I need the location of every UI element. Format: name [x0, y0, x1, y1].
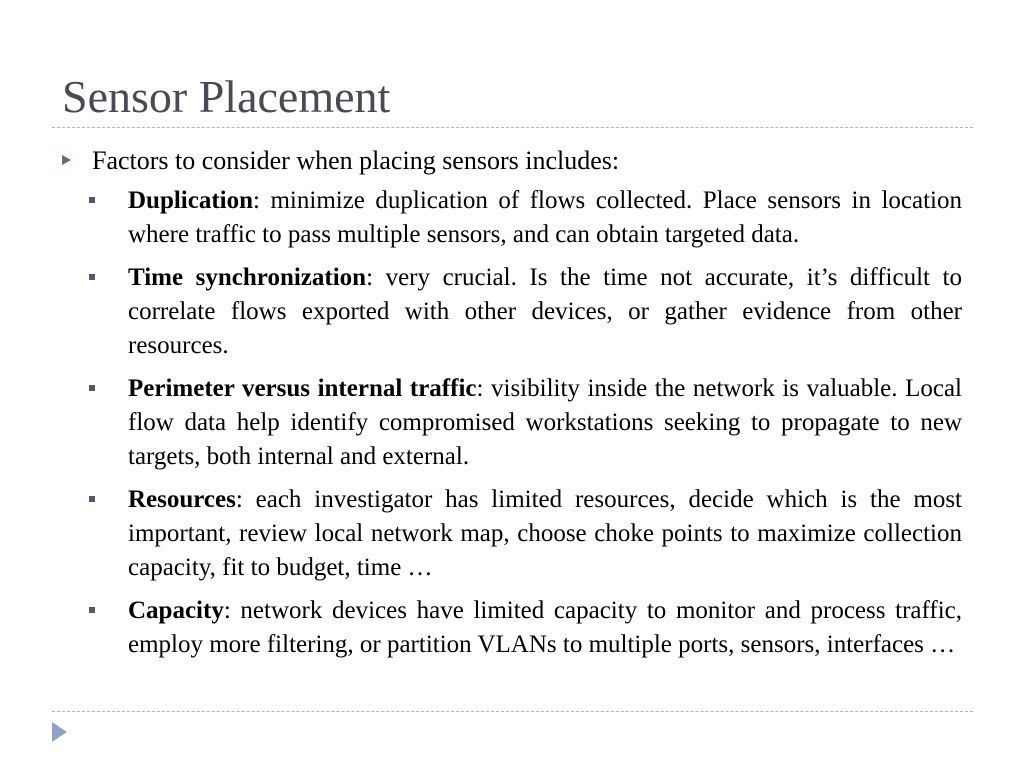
square-bullet-icon	[89, 607, 95, 613]
list-item	[62, 184, 962, 252]
factor-term: Capacity	[128, 597, 224, 624]
list-item	[62, 261, 962, 363]
slide-title: Sensor Placement	[62, 71, 391, 122]
factor-term: Time synchronization	[128, 264, 367, 291]
footer-divider	[52, 711, 973, 712]
title-divider	[52, 127, 973, 128]
triangle-bullet-icon	[62, 155, 71, 165]
list-item	[62, 594, 962, 662]
square-bullet-icon	[89, 197, 95, 203]
factor-description: : each investigator has limited resources, decide which is the most important, review local network map, choose choke points to maximize collection capacity, fit to budget, time …	[128, 486, 962, 581]
factor-term: Perimeter versus internal traffic	[128, 375, 477, 402]
factor-description: : visibility inside the network is valuable. Local flow data help identify compromised workstations seeking to propagate to new targets, both internal and external.	[128, 375, 962, 470]
next-slide-arrow-icon[interactable]	[52, 722, 67, 742]
factor-description: : network devices have limited capacity to monitor and process traffic, employ more filtering, or partition VLANs to multiple ports, sensors, interfaces …	[128, 597, 962, 658]
factor-description: : minimize duplication of flows collected. Place sensors in location where traffic to pass multiple sensors, and can obtain targeted data.	[128, 187, 962, 248]
factor-list	[62, 184, 962, 662]
list-item	[62, 483, 962, 585]
square-bullet-icon	[89, 274, 95, 280]
slide-content	[62, 144, 962, 671]
factor-description: : very crucial. Is the time not accurate, it’s difficult to correlate flows exported with other devices, or gather evidence from other resources.	[128, 264, 962, 359]
square-bullet-icon	[89, 385, 95, 391]
list-item	[62, 372, 962, 474]
factor-term: Resources	[128, 486, 236, 513]
intro-bullet	[62, 144, 962, 178]
square-bullet-icon	[89, 496, 95, 502]
factor-term: Duplication	[128, 187, 254, 214]
intro-text: Factors to consider when placing sensors includes:	[92, 146, 620, 175]
